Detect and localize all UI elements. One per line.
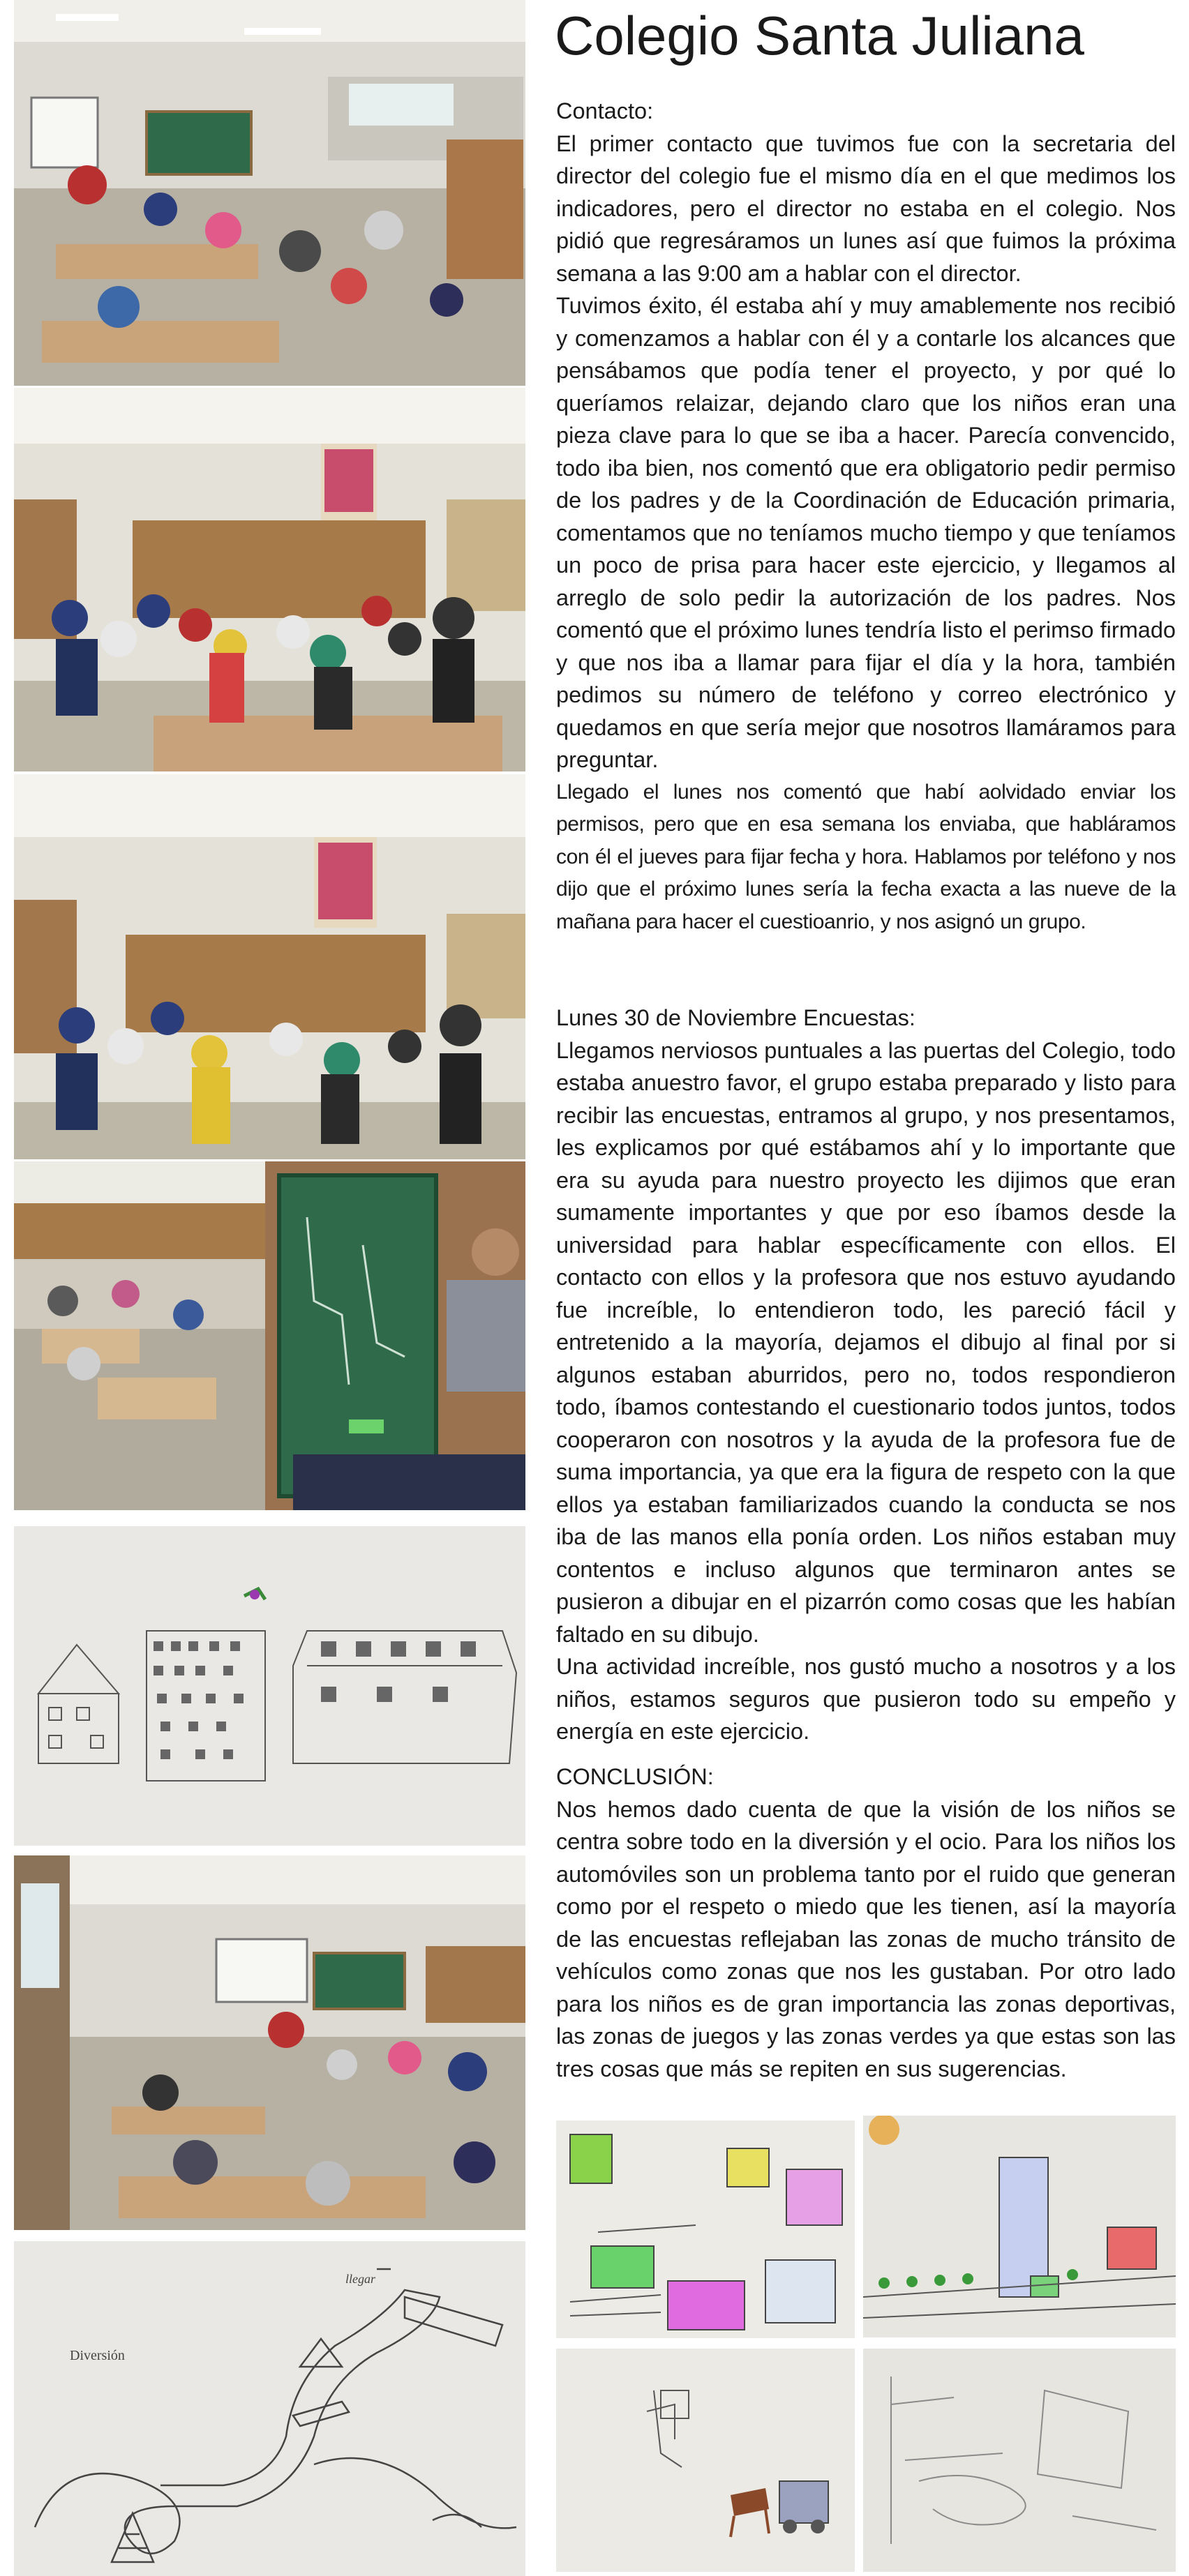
thumb-drawing-colored-buildings bbox=[556, 2121, 855, 2338]
photo-drawing-buildings bbox=[14, 1526, 525, 1846]
encuestas-heading: Lunes 30 de Noviembre Encuestas: bbox=[556, 1005, 915, 1030]
photo-classroom-2 bbox=[14, 1855, 525, 2230]
drawing-label-diversion: Diversión bbox=[70, 2348, 125, 2363]
section-contacto bbox=[556, 95, 1176, 938]
section-encuestas bbox=[556, 1002, 1176, 1748]
thumb-drawing-sketch bbox=[863, 2349, 1176, 2572]
photo-group-1 bbox=[14, 388, 525, 771]
contacto-heading: Contacto: bbox=[556, 98, 654, 123]
contacto-paragraph-1: El primer contacto que tuvimos fue con la secretaria del director del colegio fue el mismo día en el que medimos los indicadores, pero el director no estaba en el colegio. Nos pidió que regresáramos un lunes así que fuimos la próxima semana a las 9:00 am a hablar con el director. bbox=[556, 130, 1176, 286]
photo-classroom-blackboard bbox=[14, 1161, 525, 1510]
encuestas-paragraph-1: Llegamos nerviosos puntuales a las puertas del Colegio, todo estaba anuestro favor, el grupo estaba preparado y listo para recibir las encuestas, entramos al grupo, y nos presentamos, les explicamos por qué estábamos ahí y lo importante que era su ayuda para nuestro proyecto les dijimos que eran sumamente importantes y que por eso íbamos desde la universidad para hablar específicamente con ellos. El contacto con ellos y la profesora que nos estuvo ayudando fue increíble, lo entendieron todo, les pareció fácil y entretenido a la mayoría, dejamos el dibujo al final por si algunos estaban aburridos, pero no, todos respondieron todo, íbamos contestando el cuestionario todos juntos, todos cooperaron con nosotros y la ayuda de la profesora fue de suma importancia, ya que era la figura de respeto con la que ellos ya estaban familiarizados cuando la conducta se nos iba de las manos ella ponía orden. Los niños estaban muy contentos e incluso algunos que terminaron antes se pusieron a dibujar en el pizarrón como cosas que les habían faltado en su dibujo. bbox=[556, 1037, 1176, 1647]
section-conclusion bbox=[556, 1761, 1176, 2085]
conclusion-paragraph: Nos hemos dado cuenta de que la visión de los niños se centra sobre todo en la diversión y el ocio. Para los niños los automóviles son un problema tanto por el ruido que generan como por el respeto o miedo que les tienen, así la mayoría de las encuestas reflejaban las zonas de mucho tránsito de vehículos como zonas que nos les gustaban. Por otro lado para los niños es de gran importancia las zonas deportivas, las zonas de juegos y las zonas verdes ya que estas son las tres cosas que más se repiten en sus sugerencias. bbox=[556, 1796, 1176, 2081]
contacto-paragraph-3: Llegado el lunes nos comentó que habí aolvidado enviar los permisos, pero que en esa semana los enviaba, que habláramos con él el jueves para fijar fecha y hora. Hablamos por teléfono y nos dijo que el próximo lunes sería la fecha exacta a las nueve de la mañana para hacer el cuestioanrio, y nos asignó un grupo. bbox=[556, 780, 1176, 933]
photo-classroom-1 bbox=[14, 0, 525, 386]
contacto-paragraph-2: Tuvimos éxito, él estaba ahí y muy amablemente nos recibió y comenzamos a hablar con él y a contarle los alcances que pensábamos que podía tener el proyecto, y por qué lo queríamos relaizar, dejando claro que los niños eran una pieza clave para lo que se iba a hacer. Parecía convencido, todo iba bien, nos comentó que era obligatorio pedir permiso de los padres y de la Coordinación de Educación primaria, comentamos que no teníamos mucho tiempo y que teníamos un poco de prisa para hacer este ejercicio, y llegamos al arreglo de solo pedir la autorización de los padres. Nos comentó que el próximo lunes tendría listo el perimso firmado y que nos iba a llamar para fijar el día y la hora, también pedimos su número de teléfono y correo electrónico y quedamos en que sería mejor que nosotros llamáramos para preguntar. bbox=[556, 293, 1176, 772]
encuestas-paragraph-2: Una actividad increíble, nos gustó mucho a nosotros y a los niños, estamos seguros que pusieron todo su empeño y energía en este ejercicio. bbox=[556, 1654, 1176, 1744]
photo-group-2 bbox=[14, 774, 525, 1159]
conclusion-heading: CONCLUSIÓN: bbox=[556, 1764, 714, 1789]
photo-drawing-road bbox=[14, 2241, 525, 2576]
page-title: Colegio Santa Juliana bbox=[555, 5, 1084, 66]
thumb-drawing-street bbox=[863, 2116, 1176, 2337]
thumb-drawing-horse bbox=[556, 2349, 855, 2572]
drawing-label-llegar: llegar bbox=[345, 2272, 375, 2286]
